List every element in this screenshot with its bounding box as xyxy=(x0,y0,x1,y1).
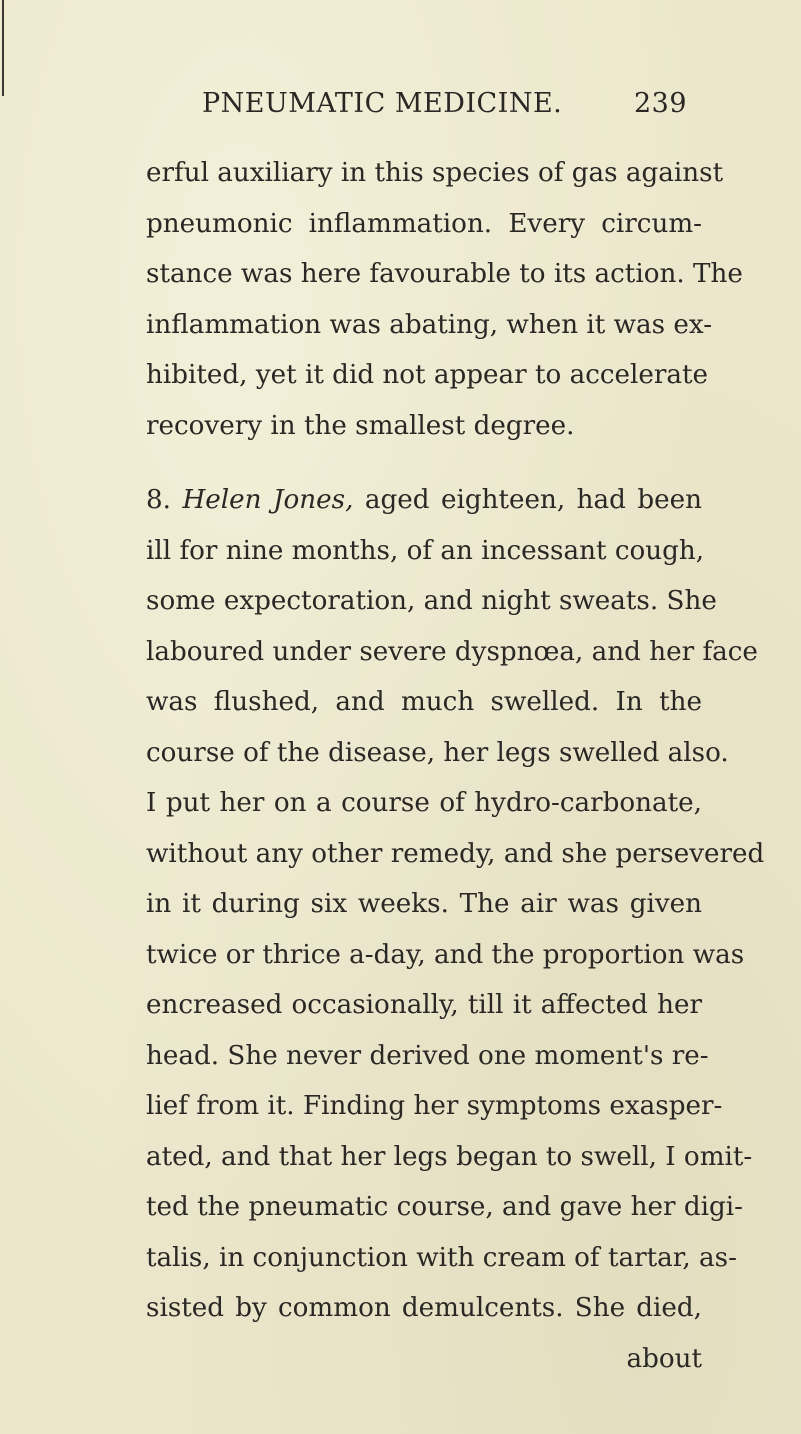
text-line: was flushed, and much swelled. In the xyxy=(146,687,702,717)
case-number: 8. xyxy=(146,485,171,515)
text-line: I put her on a course of hydro-carbonate, xyxy=(146,788,702,818)
text-line: talis, in conjunction with cream of tartar, as- xyxy=(146,1242,737,1273)
text-line: sisted by common demulcents. She died, xyxy=(146,1293,702,1323)
body-text xyxy=(146,148,765,1384)
text-line: in it during six weeks. The air was given xyxy=(146,889,702,919)
page-edge-rule xyxy=(2,0,4,96)
text-line: stance was here favourable to its action. The xyxy=(146,259,743,289)
text-line: some expectoration, and night sweats. She xyxy=(146,586,717,616)
text-line: head. She never derived one moment's re- xyxy=(146,1040,709,1071)
text-line: hibited, yet it did not appear to accelerate xyxy=(146,360,709,390)
text-line: ill for nine months, of an incessant cough, xyxy=(146,535,705,566)
text-line: recovery in the smallest degree. xyxy=(146,410,575,441)
text-line: encreased occasionally, till it affected her xyxy=(146,990,702,1020)
text-line: erful auxiliary in this species of gas against xyxy=(146,158,724,188)
case-heading-line xyxy=(146,475,702,526)
text-line: lief from it. Finding her symptoms exasper- xyxy=(146,1091,723,1121)
text-line: twice or thrice a-day, and the proportion was xyxy=(146,939,745,970)
page-number: 239 xyxy=(634,88,688,119)
text-line: course of the disease, her legs swelled also. xyxy=(146,737,729,768)
catchword: about xyxy=(626,1343,702,1374)
text-line: without any other remedy, and she persevered xyxy=(146,838,765,869)
text-line: ted the pneumatic course, and gave her digi- xyxy=(146,1192,743,1222)
text-line: inflammation was abating, when it was ex- xyxy=(146,309,713,340)
text-line: laboured under severe dyspnœa, and her face xyxy=(146,636,758,667)
text-line: pneumonic inflammation. Every circum- xyxy=(146,208,702,239)
running-head xyxy=(202,88,702,128)
case-heading-rest: aged eighteen, had been xyxy=(364,485,702,515)
patient-name: Helen Jones, xyxy=(182,485,354,515)
running-head-title: PNEUMATIC MEDICINE. xyxy=(202,88,563,119)
text-line: ated, and that her legs began to swell, I omit- xyxy=(146,1141,753,1172)
